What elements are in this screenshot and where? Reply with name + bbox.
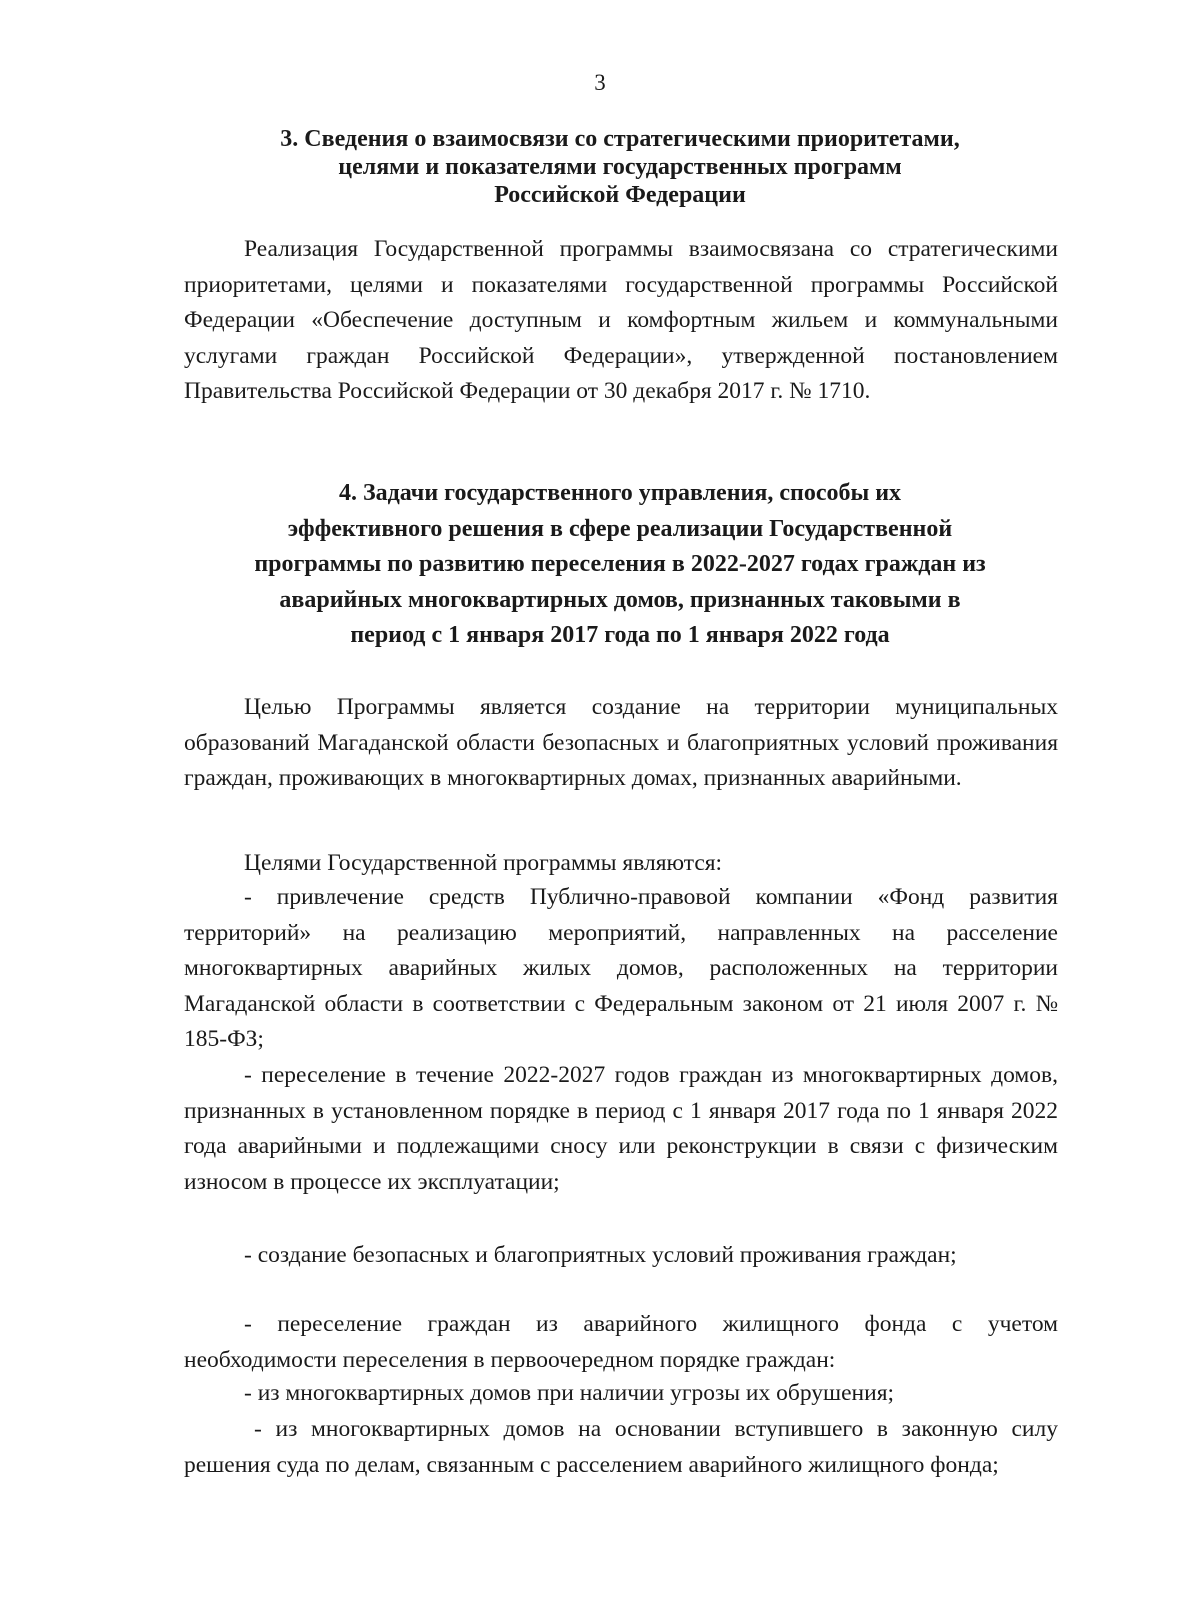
goal-list-item: - переселение в течение 2022-2027 годов граждан из многоквартирных домов, признанных в установленном порядке в период с 1 января 2017 года по 1 января 2022 года аварийными и подлежащими сносу или реконструкции в связи с физическим износом в процессе их эксплуатации; [184,1062,1058,1195]
section-4-heading-line: эффективного решения в сфере реализации Государственной [287,515,953,542]
goal-list-item: - из многоквартирных домов при наличии угрозы их обрушения; [244,1380,895,1406]
goal-list-item: - создание безопасных и благоприятных условий проживания граждан; [244,1242,957,1268]
section-4-heading-line: аварийных многоквартирных домов, признанных таковыми в [279,586,961,613]
section-3-heading-line: Российской Федерации [494,182,746,208]
goals-intro: Целями Государственной программы являются: [244,850,723,876]
goal-list-item: - переселение граждан из аварийного жилищного фонда с учетом необходимости переселения в первоочередном порядке граждан: [184,1311,1058,1373]
page-number: 3 [594,70,606,95]
section-3-paragraph: Реализация Государственной программы взаимосвязана со стратегическими приоритетами, целями и показателями государственной программы Российской Федерации «Обеспечение доступным и комфортным жильем и коммунальными услугами граждан Российской Федерации», утвержденной постановлением Правительства Российской Федерации от 30 декабря 2017 г. № 1710. [184,236,1058,404]
section-4-heading [180,476,1060,654]
section-3-heading [180,125,1060,209]
section-4-heading-line: период с 1 января 2017 года по 1 января 2022 года [350,622,890,648]
section-4-heading-line: 4. Задачи государственного управления, способы их [338,480,902,506]
program-goal-paragraph: Целью Программы является создание на территории муниципальных образований Магаданской области безопасных и благоприятных условий проживания граждан, проживающих в многоквартирных домах, признанных аварийными. [184,694,1058,791]
section-3-heading-line: 3. Сведения о взаимосвязи со стратегическими приоритетами, [280,126,960,152]
goal-list-item: - привлечение средств Публично-правовой компании «Фонд развития территорий» на реализацию мероприятий, направленных на расселение многоквартирных аварийных жилых домов, расположенных на территории Магаданской области в соответствии с Федеральным законом от 21 июля 2007 г. № 185-ФЗ; [184,884,1058,1052]
section-4-heading-line: программы по развитию переселения в 2022-2027 годах граждан из [254,551,986,577]
section-3-heading-line: целями и показателями государственных программ [338,154,902,180]
goal-list-item: - из многоквартирных домов на основании вступившего в законную силу решения суда по делам, связанным с расселением аварийного жилищного фонда; [184,1416,1058,1478]
